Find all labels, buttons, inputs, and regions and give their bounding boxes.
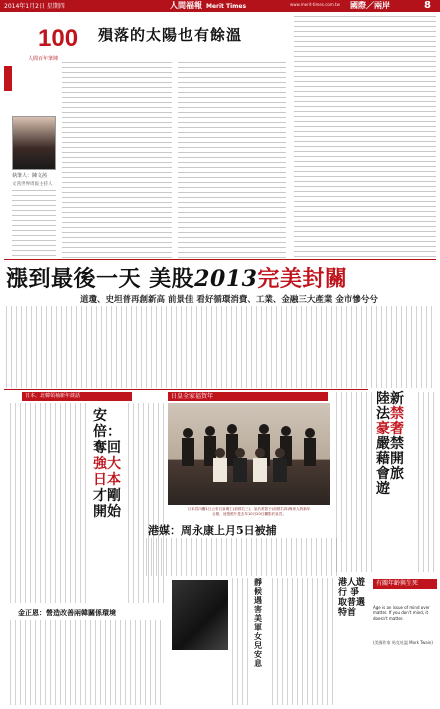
main-headline-suffix: 完美封關 bbox=[257, 266, 348, 292]
brand-name: 人間福報 bbox=[170, 1, 202, 10]
jin-headline: 金正恩：營造改善兩韓關係環境 bbox=[18, 608, 116, 617]
logo-number: 100 bbox=[38, 25, 78, 52]
column-body-2 bbox=[178, 62, 286, 258]
royal-family-figures bbox=[168, 403, 330, 505]
reform-headline: 港人遊行 爭取普選特首 bbox=[338, 578, 366, 618]
section-divider-2 bbox=[4, 389, 368, 390]
china-story-body-2 bbox=[418, 392, 436, 572]
logo-caption: 人間百年筆陣 bbox=[28, 56, 59, 62]
author-title: 文茜世界周報主持人 bbox=[12, 182, 53, 187]
wait-headline: 靜候遇害美軍女兒安息 bbox=[254, 577, 262, 668]
china-headline-red: 禁豪奢 bbox=[376, 406, 404, 437]
hundred-year-logo-icon bbox=[36, 20, 78, 54]
royal-caption-line2: 合照，這張照片是去年10月20日攝影於皇宮。 bbox=[212, 512, 286, 516]
abe-headline-1: 安倍： bbox=[93, 408, 121, 440]
author-photo bbox=[12, 116, 56, 170]
page-number: 8 bbox=[424, 0, 431, 11]
hk-headline: 港媒：周永康上月5日被捕 bbox=[148, 524, 277, 537]
abe-story-tag: 日本、北韓領袖新年談話 bbox=[22, 392, 132, 401]
story-photo bbox=[172, 580, 228, 650]
main-headline-prefix: 漲到最後一天 美股 bbox=[6, 266, 195, 292]
abe-headline-3: 才剛開始 bbox=[93, 488, 121, 520]
china-story-body bbox=[336, 392, 372, 572]
column-title: 殞落的太陽也有餘溫 bbox=[98, 26, 243, 44]
royal-caption-line1: 日本宮內廳1日公布日皇明仁(前排右三)、皇后美智子(前排右四)與家人的新年 bbox=[187, 507, 311, 511]
abe-headline-red: 強大日本 bbox=[93, 456, 121, 488]
royal-photo-tag: 日皇全家福賀年 bbox=[168, 392, 328, 401]
column-body-1 bbox=[62, 62, 172, 258]
china-headline bbox=[376, 392, 416, 497]
abe-story-body bbox=[10, 403, 90, 603]
column-body-0 bbox=[12, 190, 56, 258]
section-divider bbox=[4, 259, 436, 260]
quote-text: Age is an issue of mind over matter. If you don't mind, it doesn't matter. bbox=[373, 605, 430, 621]
china-headline-2: 嚴禁藉開會旅遊 bbox=[376, 436, 404, 497]
china-headline-1: 陸新法 bbox=[376, 391, 404, 422]
quote-tag: 有關年齡與生死 bbox=[373, 579, 437, 589]
abe-headline bbox=[93, 408, 125, 520]
author-name: 執筆人：陳文茜 bbox=[12, 173, 48, 179]
mid-story-body bbox=[272, 578, 334, 705]
main-subheadline: 道瓊、史坦普再創新高 前景佳 看好循環消費、工業、金融三大產業 金市慘兮兮 bbox=[80, 295, 378, 305]
wait-story-body bbox=[232, 578, 252, 705]
section-name: 國際／兩岸 bbox=[350, 1, 390, 10]
royal-photo-caption bbox=[168, 507, 330, 517]
main-headline bbox=[6, 262, 436, 290]
newspaper-brand bbox=[170, 0, 246, 12]
hk-story-body bbox=[146, 538, 340, 576]
column-body-3 bbox=[294, 16, 436, 258]
issue-date: 2014年1月2日 星期四 bbox=[4, 3, 65, 10]
main-story-body bbox=[6, 306, 432, 388]
brand-subtitle: Merit Times bbox=[206, 3, 247, 10]
abe-headline-2: 奪回 bbox=[93, 440, 121, 456]
jin-story-body bbox=[10, 620, 164, 705]
royal-family-photo bbox=[168, 403, 330, 505]
column-ribbon bbox=[4, 66, 12, 91]
site-url: www.merit-times.com.tw bbox=[290, 2, 340, 7]
main-headline-year: 2013 bbox=[194, 266, 258, 292]
quote-author: (美國作家 馬克吐溫 Mark Twain) bbox=[373, 640, 433, 645]
